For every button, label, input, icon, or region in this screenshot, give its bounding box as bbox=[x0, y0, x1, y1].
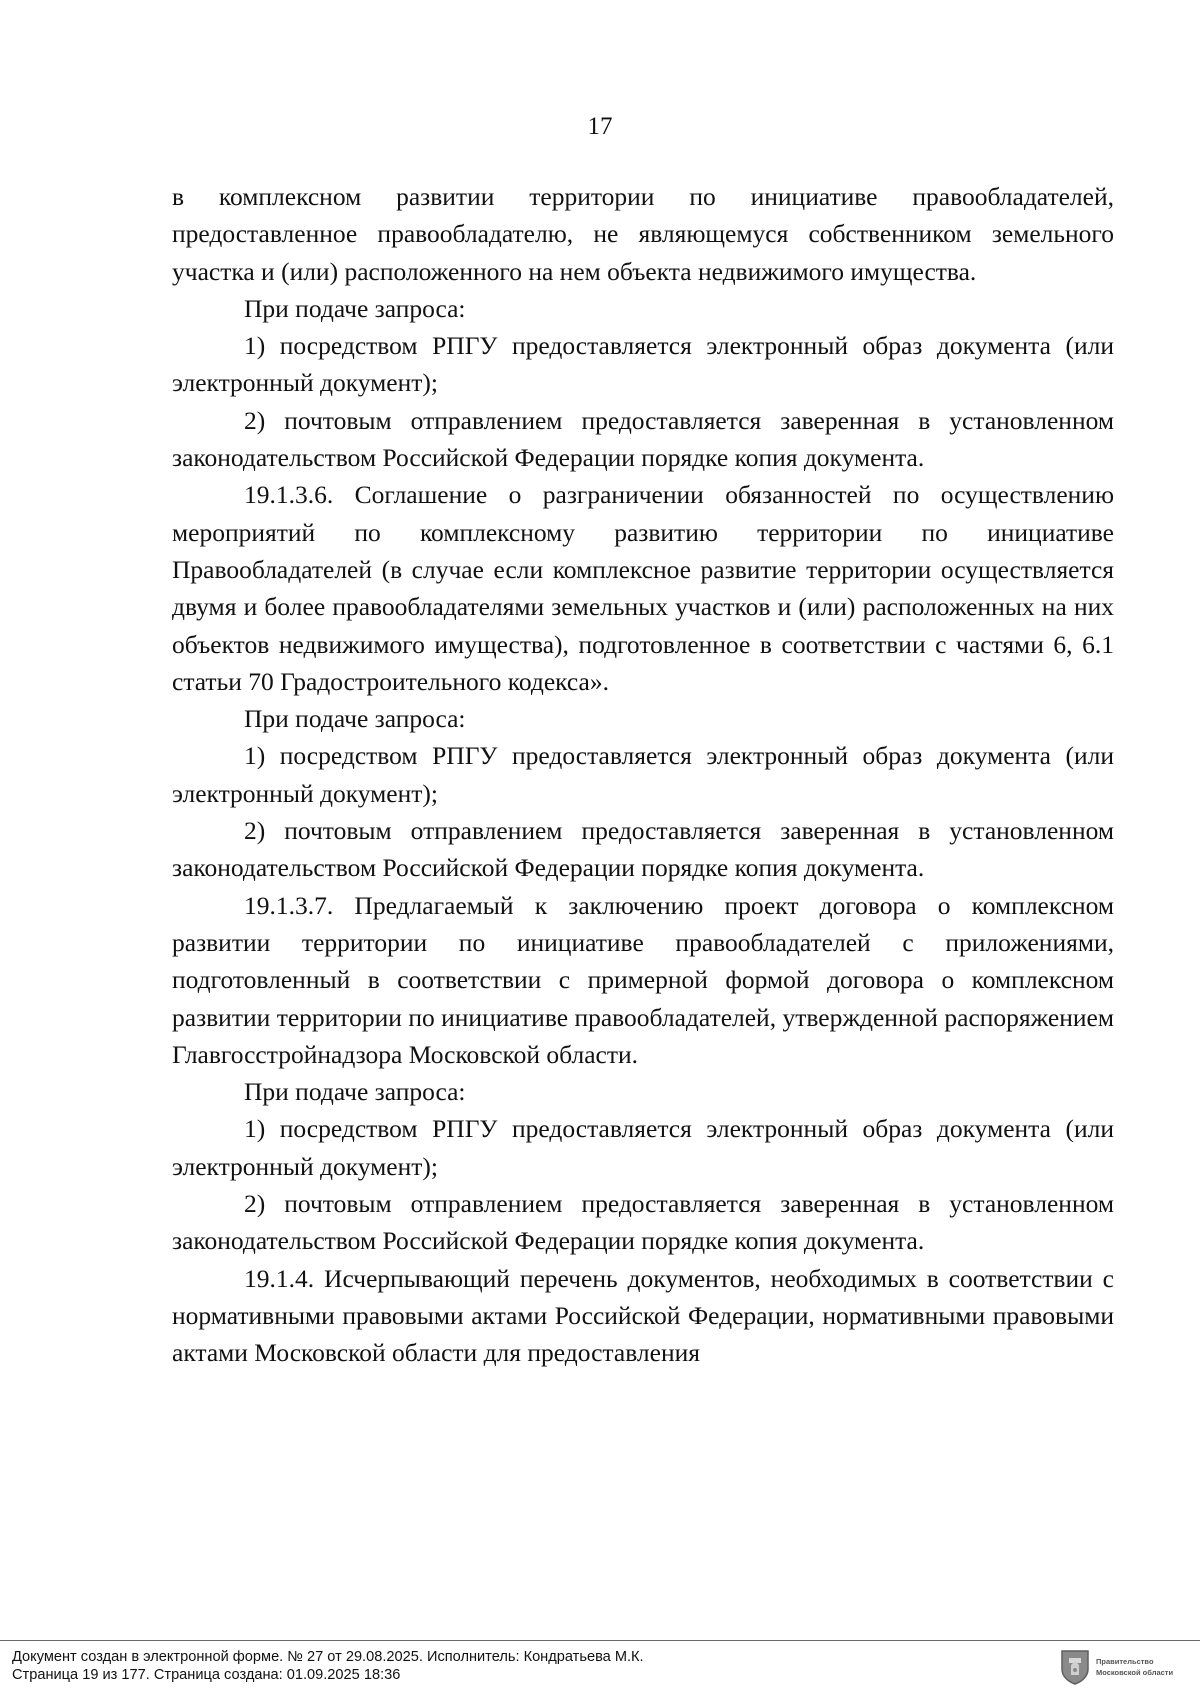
footer-document-info: Документ создан в электронной форме. № 27 от 29.08.2025. Исполнитель: Кондратьева М.К. bbox=[12, 1649, 644, 1665]
paragraph: 19.1.3.7. Предлагаемый к заключению проект договора о комплексном развитии территории по инициативе правообладателей с приложениями, подготовленный в соответствии с примерной формой договора о комплексном развитии территории по инициативе правообладателей, утвержденной распоряжением Главгосстройнадзора Московской области. bbox=[172, 890, 1114, 1069]
document-body bbox=[172, 178, 1114, 1372]
paragraph: 2) почтовым отправлением предоставляется заверенная в установленном законодательством Российской Федерации порядке копия документа. bbox=[172, 405, 1114, 473]
paragraph: 2) почтовым отправлением предоставляется заверенная в установленном законодательством Российской Федерации порядке копия документа. bbox=[172, 816, 1114, 883]
paragraph: 1) посредством РПГУ предоставляется электронный образ документа (или электронный документ); bbox=[172, 741, 1114, 808]
moscow-oblast-emblem-icon bbox=[1060, 1649, 1090, 1685]
paragraph: При подаче запроса: bbox=[244, 704, 466, 734]
page-number: 17 bbox=[587, 113, 613, 140]
paragraph: При подаче запроса: bbox=[244, 293, 466, 323]
paragraph: 1) посредством РПГУ предоставляется электронный образ документа (или электронный документ); bbox=[172, 1114, 1114, 1181]
paragraph: в комплексном развитии территории по инициативе правообладателей, предоставленное правообладателю, не являющемуся собственником земельного участка и (или) расположенного на нем объекта недвижимого имущества. bbox=[172, 182, 1114, 286]
paragraph: При подаче запроса: bbox=[244, 1077, 466, 1107]
paragraph: 19.1.3.6. Соглашение о разграничении обязанностей по осуществлению мероприятий по комплексному развитию территории по инициативе Правообладателей (в случае если комплексное развитие территории осуществляется двумя и более правообладателями земельных участков и (или) расположенных на них объектов недвижимого имущества), подготовленное в соответствии с частями 6, 6.1 статьи 70 Градостроительного кодекса». bbox=[172, 480, 1114, 696]
logo-text-line: Правительство bbox=[1096, 1657, 1154, 1666]
paragraph: 1) посредством РПГУ предоставляется электронный образ документа (или электронный документ); bbox=[172, 331, 1114, 398]
footer-divider bbox=[0, 1640, 1200, 1641]
footer-metadata bbox=[12, 1648, 1012, 1684]
paragraph: 19.1.4. Исчерпывающий перечень документов, необходимых в соответствии с нормативными правовыми актами Российской Федерации, нормативными правовыми актами Московской области для предоставления bbox=[172, 1263, 1114, 1368]
paragraph: 2) почтовым отправлением предоставляется заверенная в установленном законодательством Российской Федерации порядке копия документа. bbox=[172, 1189, 1114, 1256]
footer-page-info: Страница 19 из 177. Страница создана: 01.09.2025 18:36 bbox=[12, 1667, 401, 1683]
footer-logo bbox=[1060, 1644, 1192, 1690]
logo-text-line: Московской области bbox=[1096, 1668, 1174, 1677]
